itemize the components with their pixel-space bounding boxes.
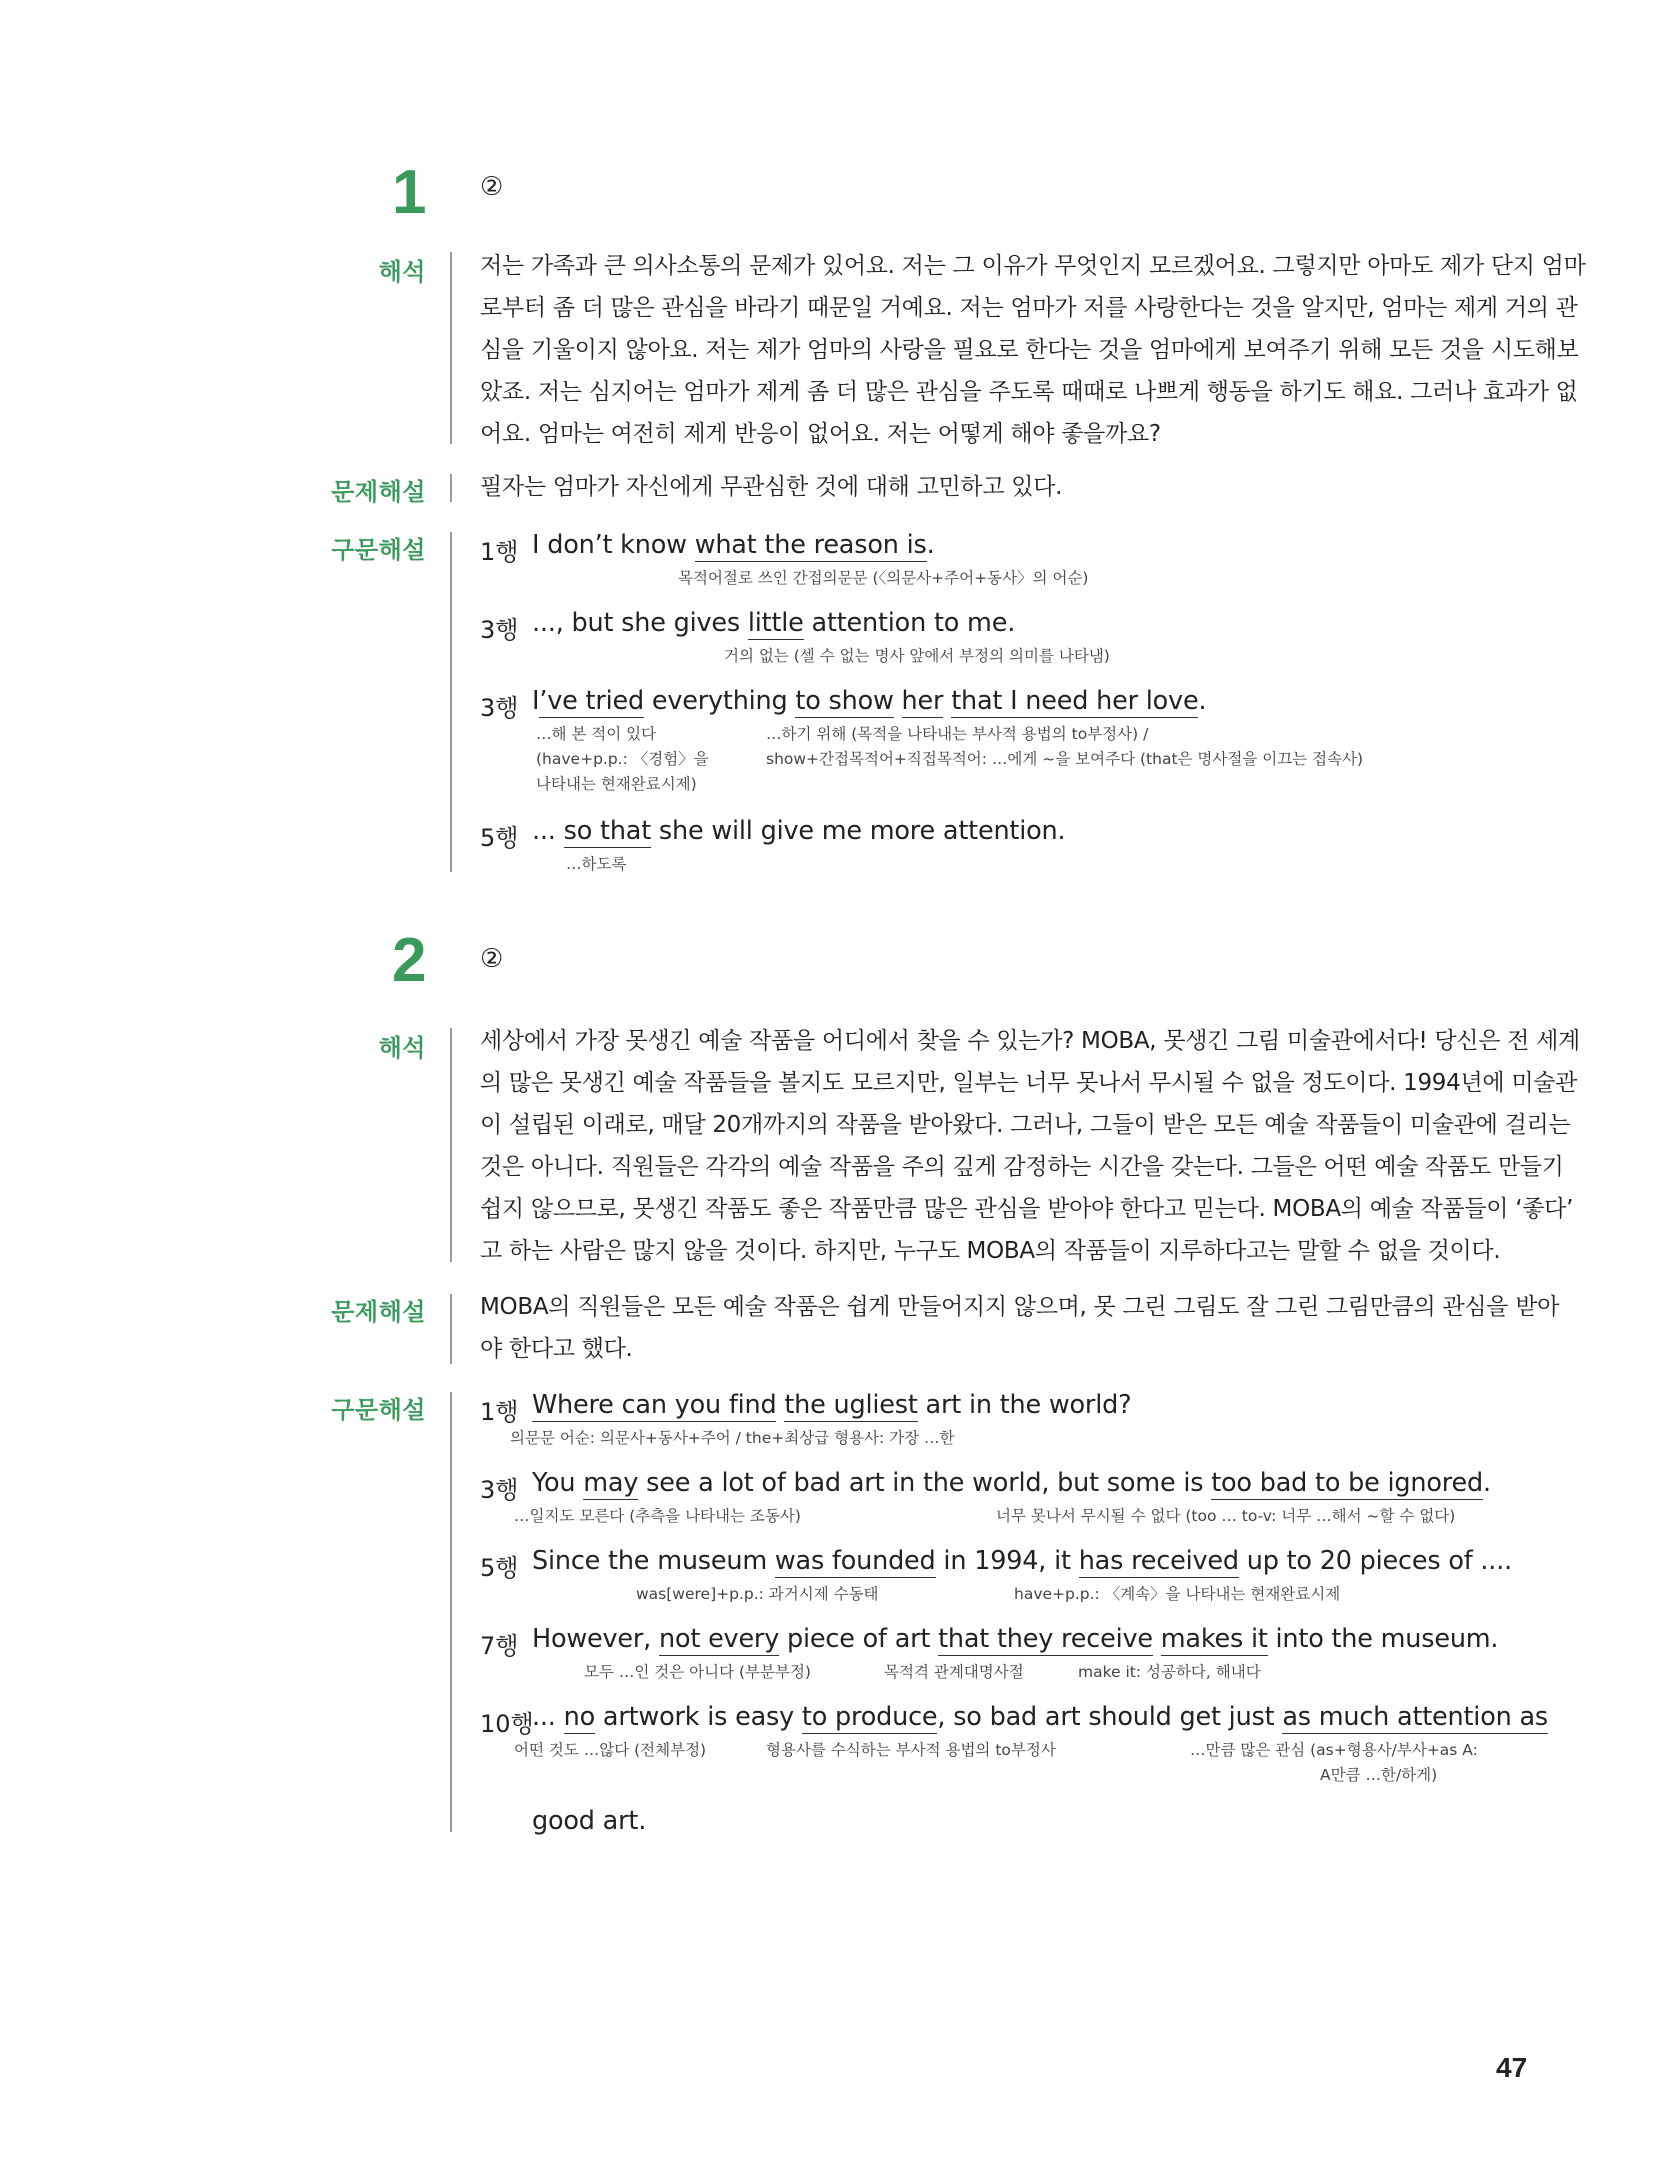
translation-paragraph bbox=[480, 245, 1586, 455]
divider-line bbox=[450, 1392, 452, 1832]
answer: ② bbox=[480, 944, 504, 974]
underlined-phrase: has received bbox=[1078, 1546, 1239, 1576]
section-label-syntax: 구문해설 bbox=[331, 1396, 426, 1424]
translation-line: 고 하는 사람은 많지 않을 것이다. 하지만, 누구도 MOBA의 작품들이 지루하다고는 말할 수 없을 것이다. bbox=[480, 1238, 1501, 1264]
problem-text: 야 한다고 했다. bbox=[480, 1336, 633, 1362]
problem-explanation bbox=[480, 1286, 1560, 1370]
translation-paragraph bbox=[480, 1020, 1580, 1272]
syntax-note: …일지도 모른다 (추측을 나타내는 조동사) bbox=[514, 1507, 801, 1525]
translation-line: 이 설립된 이래로, 매달 20개까지의 작품을 받아왔다. 그러나, 그들이 받은 모든 예술 작품들이 미술관에 걸리는 bbox=[480, 1112, 1571, 1138]
underlined-phrase: that they receive bbox=[938, 1624, 1153, 1654]
sentence-part: I bbox=[532, 686, 540, 716]
section-label-translation: 해석 bbox=[378, 258, 426, 286]
syntax-note: 목적격 관계대명사절 bbox=[884, 1663, 1024, 1681]
syntax-note: make it: 성공하다, 해내다 bbox=[1078, 1663, 1261, 1681]
translation-line: 것은 아니다. 직원들은 각각의 예술 작품을 주의 깊게 감정하는 시간을 갖는다. 그들은 어떤 예술 작품도 만들기 bbox=[480, 1154, 1564, 1180]
syntax-note: …해 본 적이 있다 bbox=[536, 725, 657, 743]
sentence-part: everything bbox=[643, 686, 796, 716]
syntax-note: 어떤 것도 …않다 (전체부정) bbox=[514, 1741, 707, 1759]
answer: ② bbox=[480, 172, 504, 202]
underlined-phrase: that I need her love bbox=[951, 686, 1199, 716]
line-number: 1행 bbox=[480, 1398, 519, 1426]
sentence-part: ... bbox=[532, 1702, 564, 1732]
translation-line: 쉽지 않으므로, 못생긴 작품도 좋은 작품만큼 많은 관심을 받아야 한다고 믿는다. MOBA의 예술 작품들이 ‘좋다’ bbox=[480, 1196, 1574, 1222]
divider-line bbox=[450, 1028, 452, 1262]
syntax-note: …하기 위해 (목적을 나타내는 부사적 용법의 to부정사) / bbox=[766, 725, 1149, 743]
sentence-part: piece of art bbox=[779, 1624, 939, 1654]
syntax-note: 너무 못나서 무시될 수 없다 (too … to-v: 너무 …해서 ~할 수 없다) bbox=[996, 1507, 1456, 1525]
syntax-note: 형용사를 수식하는 부사적 용법의 to부정사 bbox=[766, 1741, 1056, 1759]
section-label-translation: 해석 bbox=[378, 1034, 426, 1062]
syntax-sentence-continuation: good art. bbox=[532, 1806, 647, 1836]
syntax-sentence bbox=[532, 686, 1206, 716]
underlined-phrase: to produce bbox=[801, 1702, 938, 1732]
sentence-part: up to 20 pieces of .... bbox=[1238, 1546, 1513, 1576]
line-number: 3행 bbox=[480, 1476, 519, 1504]
underlined-phrase: ’ve tried bbox=[539, 686, 644, 716]
translation-line: 로부터 좀 더 많은 관심을 바라기 때문일 거예요. 저는 엄마가 저를 사랑한다는 것을 알지만, 엄마는 제게 거의 관 bbox=[480, 295, 1578, 321]
syntax-note: 나타내는 현재완료시제) bbox=[536, 775, 697, 793]
section-label-problem: 문제해설 bbox=[331, 478, 426, 506]
sentence-part: attention to me. bbox=[803, 608, 1016, 638]
underlined-phrase: not every bbox=[659, 1624, 780, 1654]
sentence-part: ... bbox=[532, 816, 564, 846]
divider-line bbox=[450, 532, 452, 872]
syntax-sentence bbox=[532, 816, 1065, 846]
problem-text: 필자는 엄마가 자신에게 무관심한 것에 대해 고민하고 있다. bbox=[480, 474, 1063, 500]
sentence-part: art in the world? bbox=[917, 1390, 1132, 1420]
sentence-part: she will give me more attention. bbox=[651, 816, 1066, 846]
underlined-phrase: no bbox=[563, 1702, 595, 1732]
syntax-note: 모두 …인 것은 아니다 (부분부정) bbox=[584, 1663, 811, 1681]
syntax-note: 목적어절로 쓰인 간접의문문 (〈의문사+주어+동사〉의 어순) bbox=[678, 569, 1089, 587]
syntax-note: was[were]+p.p.: 과거시제 수동태 bbox=[636, 1585, 879, 1603]
translation-line: 았죠. 저는 심지어는 엄마가 제게 좀 더 많은 관심을 주도록 때때로 나쁘게 행동을 하기도 해요. 그러나 효과가 없 bbox=[480, 379, 1578, 405]
problem-text: MOBA의 직원들은 모든 예술 작품은 쉽게 만들어지지 않으며, 못 그린 그림도 잘 그린 그림만큼의 관심을 받아 bbox=[480, 1294, 1560, 1320]
underlined-phrase: as much attention as bbox=[1282, 1702, 1548, 1732]
line-number: 3행 bbox=[480, 694, 519, 722]
sentence-part: . bbox=[926, 530, 935, 560]
problem-explanation bbox=[480, 466, 1062, 508]
translation-line: 세상에서 가장 못생긴 예술 작품을 어디에서 찾을 수 있는가? MOBA, 못생긴 그림 미술관에서다! 당신은 전 세계 bbox=[480, 1028, 1580, 1054]
sentence-part: into the museum. bbox=[1267, 1624, 1499, 1654]
underlined-phrase: was founded bbox=[774, 1546, 936, 1576]
syntax-note: 거의 없는 (셀 수 없는 명사 앞에서 부정의 의미를 나타냄) bbox=[724, 647, 1110, 665]
question-number: 2 bbox=[392, 926, 427, 995]
line-number: 5행 bbox=[480, 824, 519, 852]
divider-line bbox=[450, 1294, 452, 1364]
line-number: 7행 bbox=[480, 1632, 519, 1660]
divider-line bbox=[450, 252, 452, 444]
sentence-part: I don’t know bbox=[532, 530, 695, 560]
syntax-note: …하도록 bbox=[566, 855, 627, 873]
underlined-phrase: her bbox=[901, 686, 944, 716]
section-label-syntax: 구문해설 bbox=[331, 536, 426, 564]
question-number: 1 bbox=[392, 158, 427, 227]
sentence-part bbox=[894, 686, 902, 716]
translation-line: 의 많은 못생긴 예술 작품들을 볼지도 모르지만, 일부는 너무 못나서 무시될 수 없을 정도이다. 1994년에 미술관 bbox=[480, 1070, 1578, 1096]
syntax-sentence bbox=[532, 608, 1015, 638]
syntax-note: have+p.p.: 〈계속〉을 나타내는 현재완료시제 bbox=[1014, 1585, 1341, 1603]
sentence-part: However, bbox=[532, 1624, 659, 1654]
syntax-note: show+간접목적어+직접목적어: …에게 ~을 보여주다 (that은 명사절을 이끄는 접속사) bbox=[766, 750, 1364, 768]
underlined-phrase: to show bbox=[795, 686, 894, 716]
syntax-sentence bbox=[532, 1468, 1491, 1498]
sentence-part: . bbox=[1198, 686, 1207, 716]
sentence-part: Since the museum bbox=[532, 1546, 775, 1576]
translation-line: 어요. 엄마는 여전히 제게 반응이 없어요. 저는 어떻게 해야 좋을까요? bbox=[480, 421, 1161, 447]
syntax-sentence bbox=[532, 1702, 1548, 1732]
translation-line: 저는 가족과 큰 의사소통의 문제가 있어요. 저는 그 이유가 무엇인지 모르겠어요. 그렇지만 아마도 제가 단지 엄마 bbox=[480, 253, 1586, 279]
syntax-sentence bbox=[532, 1624, 1498, 1654]
section-label-problem: 문제해설 bbox=[331, 1298, 426, 1326]
line-number: 10행 bbox=[480, 1710, 534, 1738]
syntax-sentence bbox=[532, 1546, 1512, 1576]
sentence-part bbox=[1153, 1624, 1161, 1654]
syntax-note: 의문문 어순: 의문사+동사+주어 / the+최상급 형용사: 가장 …한 bbox=[510, 1429, 955, 1447]
line-number: 1행 bbox=[480, 538, 519, 566]
syntax-sentence bbox=[532, 1390, 1131, 1420]
underlined-phrase: may bbox=[583, 1468, 639, 1498]
underlined-phrase: little bbox=[747, 608, 804, 638]
sentence-part: in 1994, it bbox=[935, 1546, 1079, 1576]
line-number: 5행 bbox=[480, 1554, 519, 1582]
syntax-note: (have+p.p.: 〈경험〉을 bbox=[536, 750, 709, 768]
underlined-phrase: too bad to be ignored bbox=[1211, 1468, 1483, 1498]
sentence-part: see a lot of bad art in the world, but some is bbox=[638, 1468, 1212, 1498]
underlined-phrase: makes it bbox=[1160, 1624, 1268, 1654]
line-number: 3행 bbox=[480, 616, 519, 644]
underlined-phrase: so that bbox=[563, 816, 652, 846]
page-number: 47 bbox=[1496, 2052, 1528, 2083]
sentence-part: ..., but she gives bbox=[532, 608, 748, 638]
syntax-note: A만큼 …한/하게) bbox=[1320, 1766, 1438, 1784]
underlined-phrase: Where can you find bbox=[532, 1390, 777, 1420]
underlined-phrase: what the reason is bbox=[694, 530, 927, 560]
syntax-sentence bbox=[532, 530, 934, 560]
sentence-part bbox=[943, 686, 951, 716]
syntax-note: …만큼 많은 관심 (as+형용사/부사+as A: bbox=[1190, 1741, 1478, 1759]
sentence-part: artwork is easy bbox=[595, 1702, 802, 1732]
sentence-part: , so bad art should get just bbox=[937, 1702, 1283, 1732]
divider-line bbox=[450, 474, 452, 502]
sentence-part: . bbox=[1482, 1468, 1491, 1498]
translation-line: 심을 기울이지 않아요. 저는 제가 엄마의 사랑을 필요로 한다는 것을 엄마에게 보여주기 위해 모든 것을 시도해보 bbox=[480, 337, 1579, 363]
sentence-part: You bbox=[532, 1468, 584, 1498]
underlined-phrase: the ugliest bbox=[784, 1390, 918, 1420]
